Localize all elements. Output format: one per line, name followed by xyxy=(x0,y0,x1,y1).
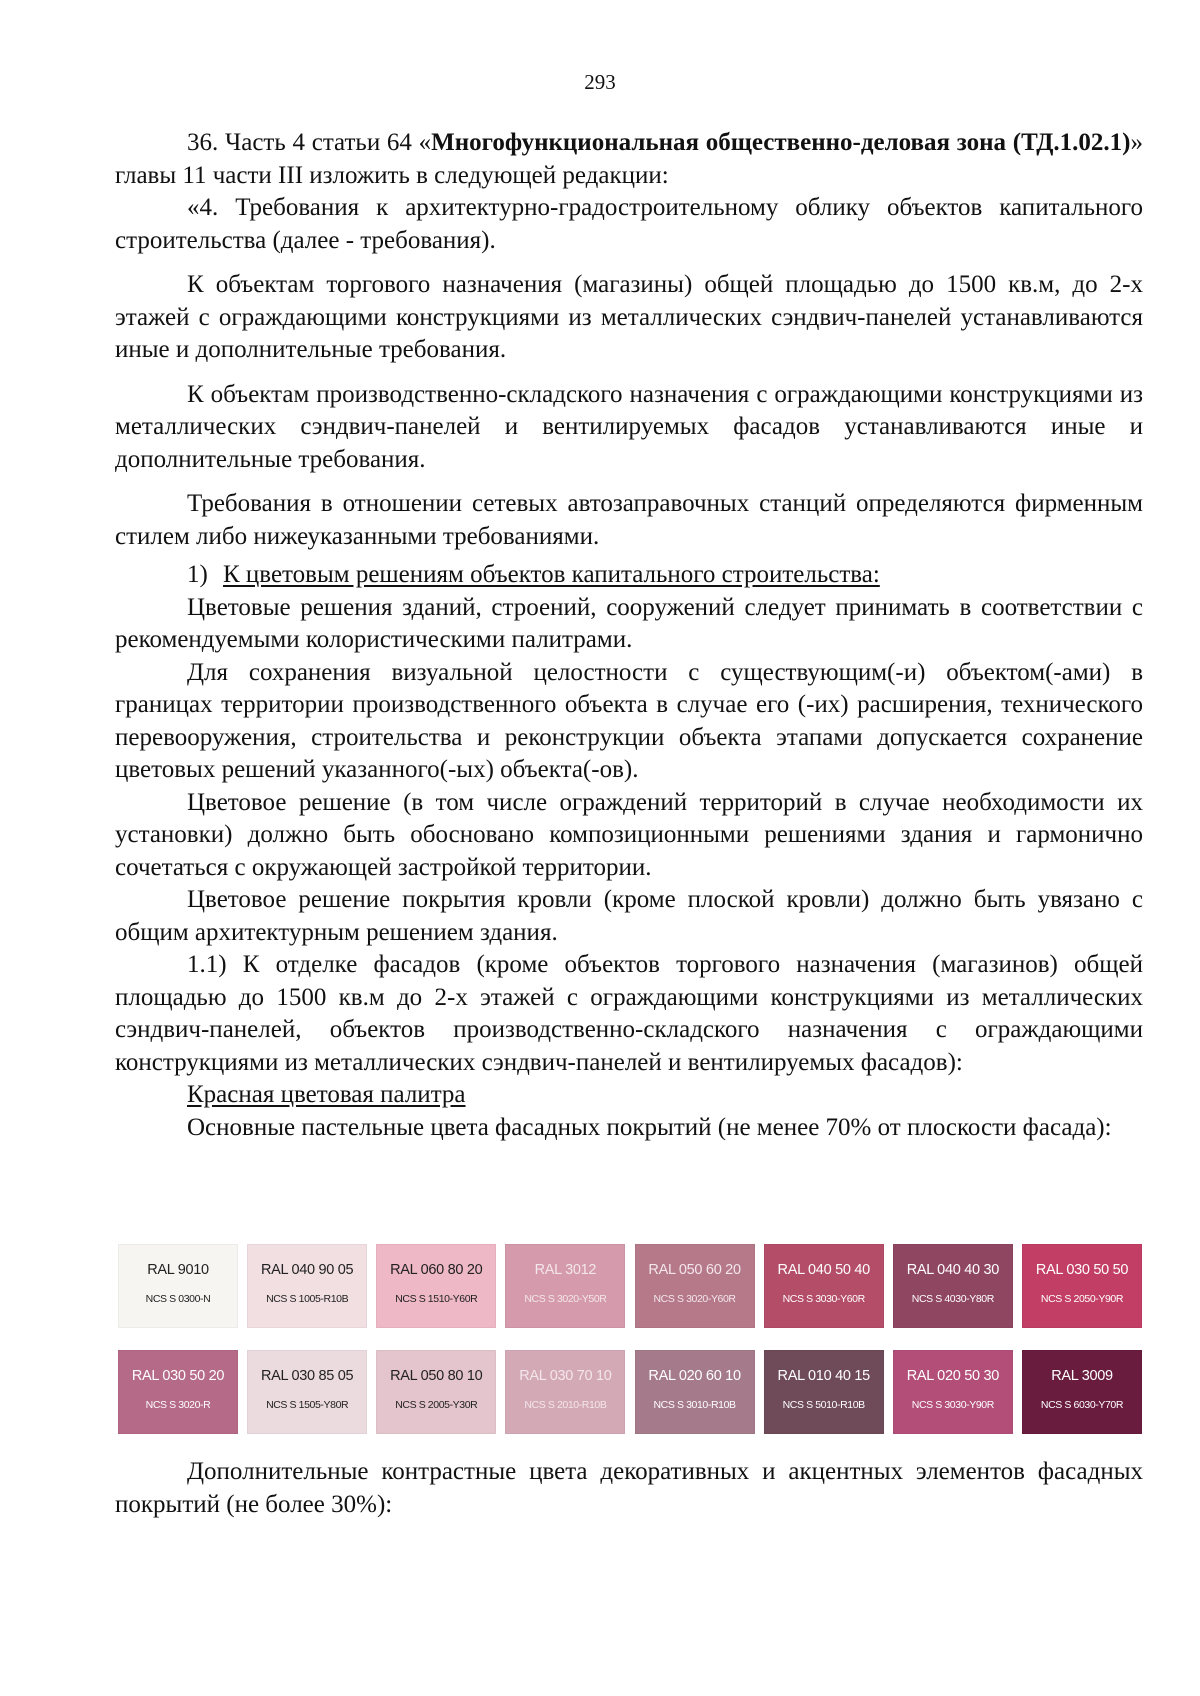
swatch-ral-code: RAL 010 40 15 xyxy=(777,1368,870,1384)
color-swatch xyxy=(376,1350,496,1434)
swatch-ral-code: RAL 040 50 40 xyxy=(777,1262,870,1278)
swatch-ncs-code: NCS S 2005-Y30R xyxy=(395,1399,478,1411)
swatch-ral-code: RAL 060 80 20 xyxy=(390,1262,483,1278)
color-swatch xyxy=(247,1244,367,1328)
swatch-ral-code: RAL 030 85 05 xyxy=(260,1368,354,1384)
color-swatch xyxy=(893,1244,1013,1328)
paragraph-gas-stations: Требования в отношении сетевых автозаправочных станций определяются фирменным стилем либо нижеуказанными требованиями. xyxy=(115,490,1143,550)
swatch-ral-code: RAL 050 80 10 xyxy=(390,1368,483,1384)
color-swatch xyxy=(635,1350,755,1434)
swatch-ral-code: RAL 040 40 30 xyxy=(906,1262,999,1278)
swatch-ncs-code: NCS S 0300-N xyxy=(145,1293,211,1305)
swatch-ncs-code: NCS S 4030-Y80R xyxy=(911,1293,994,1305)
swatch-ral-code: RAL 050 60 20 xyxy=(648,1262,741,1278)
color-swatch xyxy=(118,1350,238,1434)
amendment-suffix: » главы 11 части III изложить в следующей редакции: xyxy=(115,129,1143,189)
color-swatch xyxy=(764,1244,884,1328)
paragraph-visual-integrity: Для сохранения визуальной целостности с существующим(-и) объектом(-ами) в границах территории производственного объекта в случае его (-их) расширения, технического перевооружения, строительства и реконструкции объекта этапами допускается сохранение цветовых решений указанного(-ых) объекта(-ов). xyxy=(115,658,1143,783)
paragraph-color-palettes: Цветовые решения зданий, строений, сооружений следует принимать в соответствии с рекомендуемыми колористическими палитрами. xyxy=(115,593,1143,653)
color-swatch xyxy=(247,1350,367,1434)
swatch-ncs-code: NCS S 1505-Y80R xyxy=(266,1399,349,1411)
swatch-ncs-code: NCS S 3020-Y60R xyxy=(653,1293,736,1305)
swatch-ncs-code: NCS S 2010-R10B xyxy=(524,1399,607,1411)
paragraph-fence-color: Цветовое решение (в том числе ограждений территорий в случае необходимости их установки) должно быть обосновано композиционными решениями здания и гармонично сочетаться с окружающей застройкой территории. xyxy=(115,788,1143,881)
swatch-ncs-code: NCS S 3020-Y50R xyxy=(524,1293,607,1305)
page-number: 293 xyxy=(584,70,616,94)
swatch-ncs-code: NCS S 3030-Y90R xyxy=(911,1399,994,1411)
swatch-ncs-code: NCS S 1005-R10B xyxy=(266,1293,349,1305)
swatch-ral-code: RAL 030 70 10 xyxy=(519,1368,612,1384)
palette-row-2 xyxy=(118,1350,1142,1434)
swatch-ncs-code: NCS S 2050-Y90R xyxy=(1040,1293,1124,1305)
zone-title: Многофункциональная общественно-деловая зона (ТД.1.02.1) xyxy=(431,129,1131,156)
amendment-prefix: 36. Часть 4 статьи 64 « xyxy=(187,129,432,156)
color-swatch xyxy=(893,1350,1013,1434)
palette-row-1 xyxy=(118,1244,1142,1328)
color-swatch xyxy=(118,1244,238,1328)
paragraph-facade-finishing: 1.1) К отделке фасадов (кроме объектов торгового назначения (магазинов) общей площадью до 1500 кв.м до 2-х этажей с ограждающими конструкциями из металлических сэндвич-панелей, объектов производственно-складского назначения с ограждающими конструкциями из металлических сэндвич-панелей и вентилируемых фасадов): xyxy=(115,951,1143,1076)
list-item-color-solutions xyxy=(115,559,1143,592)
paragraph-requirements-intro: «4. Требования к архитектурно-градостроительному облику объектов капитального строительства (далее - требования). xyxy=(115,194,1143,254)
swatch-ncs-code: NCS S 3030-Y60R xyxy=(782,1293,865,1305)
paragraph-contrast-colors: Дополнительные контрастные цвета декоративных и акцентных элементов фасадных покрытий (не более 30%): xyxy=(115,1458,1143,1518)
paragraph-retail-objects: К объектам торгового назначения (магазины) общей площадью до 1500 кв.м, до 2-х этажей с ограждающими конструкциями из металлических сэндвич-панелей устанавливаются иные и дополнительные требования. xyxy=(115,271,1143,363)
color-palette xyxy=(118,1244,1142,1434)
swatch-ral-code: RAL 030 50 50 xyxy=(1035,1262,1129,1278)
palette-heading-text: Красная цветовая палитра xyxy=(187,1081,466,1108)
swatch-ral-code: RAL 020 50 30 xyxy=(906,1368,999,1384)
swatch-ral-code: RAL 3012 xyxy=(534,1262,597,1278)
list-number: 1) xyxy=(187,561,208,588)
swatch-ncs-code: NCS S 5010-R10B xyxy=(782,1399,865,1411)
swatch-ral-code: RAL 9010 xyxy=(147,1262,209,1278)
swatch-ral-code: RAL 040 90 05 xyxy=(260,1262,354,1278)
body-text-continued xyxy=(115,1456,1143,1521)
swatch-ral-code: RAL 030 50 20 xyxy=(131,1368,225,1384)
color-swatch xyxy=(376,1244,496,1328)
swatch-ncs-code: NCS S 1510-Y60R xyxy=(395,1293,478,1305)
swatch-ncs-code: NCS S 3020-R xyxy=(145,1399,211,1411)
color-swatch xyxy=(1022,1244,1142,1328)
paragraph-amendment xyxy=(115,127,1143,192)
color-swatch xyxy=(635,1244,755,1328)
paragraph-roof-color: Цветовое решение покрытия кровли (кроме плоской кровли) должно быть увязано с общим архитектурным решением здания. xyxy=(115,886,1143,946)
color-swatch xyxy=(764,1350,884,1434)
paragraph-pastel-colors: Основные пастельные цвета фасадных покрытий (не менее 70% от плоскости фасада): xyxy=(187,1113,1112,1141)
paragraph-warehouse-objects: К объектам производственно-складского назначения с ограждающими конструкциями из металлических сэндвич-панелей и вентилируемых фасадов устанавливаются иные и дополнительные требования. xyxy=(115,380,1143,473)
color-swatch xyxy=(1022,1350,1142,1434)
list-item-heading: К цветовым решениям объектов капитального строительства: xyxy=(223,561,880,588)
swatch-ncs-code: NCS S 3010-R10B xyxy=(653,1399,736,1411)
palette-heading xyxy=(115,1079,1143,1112)
color-swatch xyxy=(505,1244,625,1328)
swatch-ral-code: RAL 020 60 10 xyxy=(648,1368,741,1384)
swatch-ral-code: RAL 3009 xyxy=(1051,1368,1113,1384)
swatch-ncs-code: NCS S 6030-Y70R xyxy=(1040,1399,1124,1411)
color-swatch xyxy=(505,1350,625,1434)
body-text xyxy=(115,127,1143,1144)
